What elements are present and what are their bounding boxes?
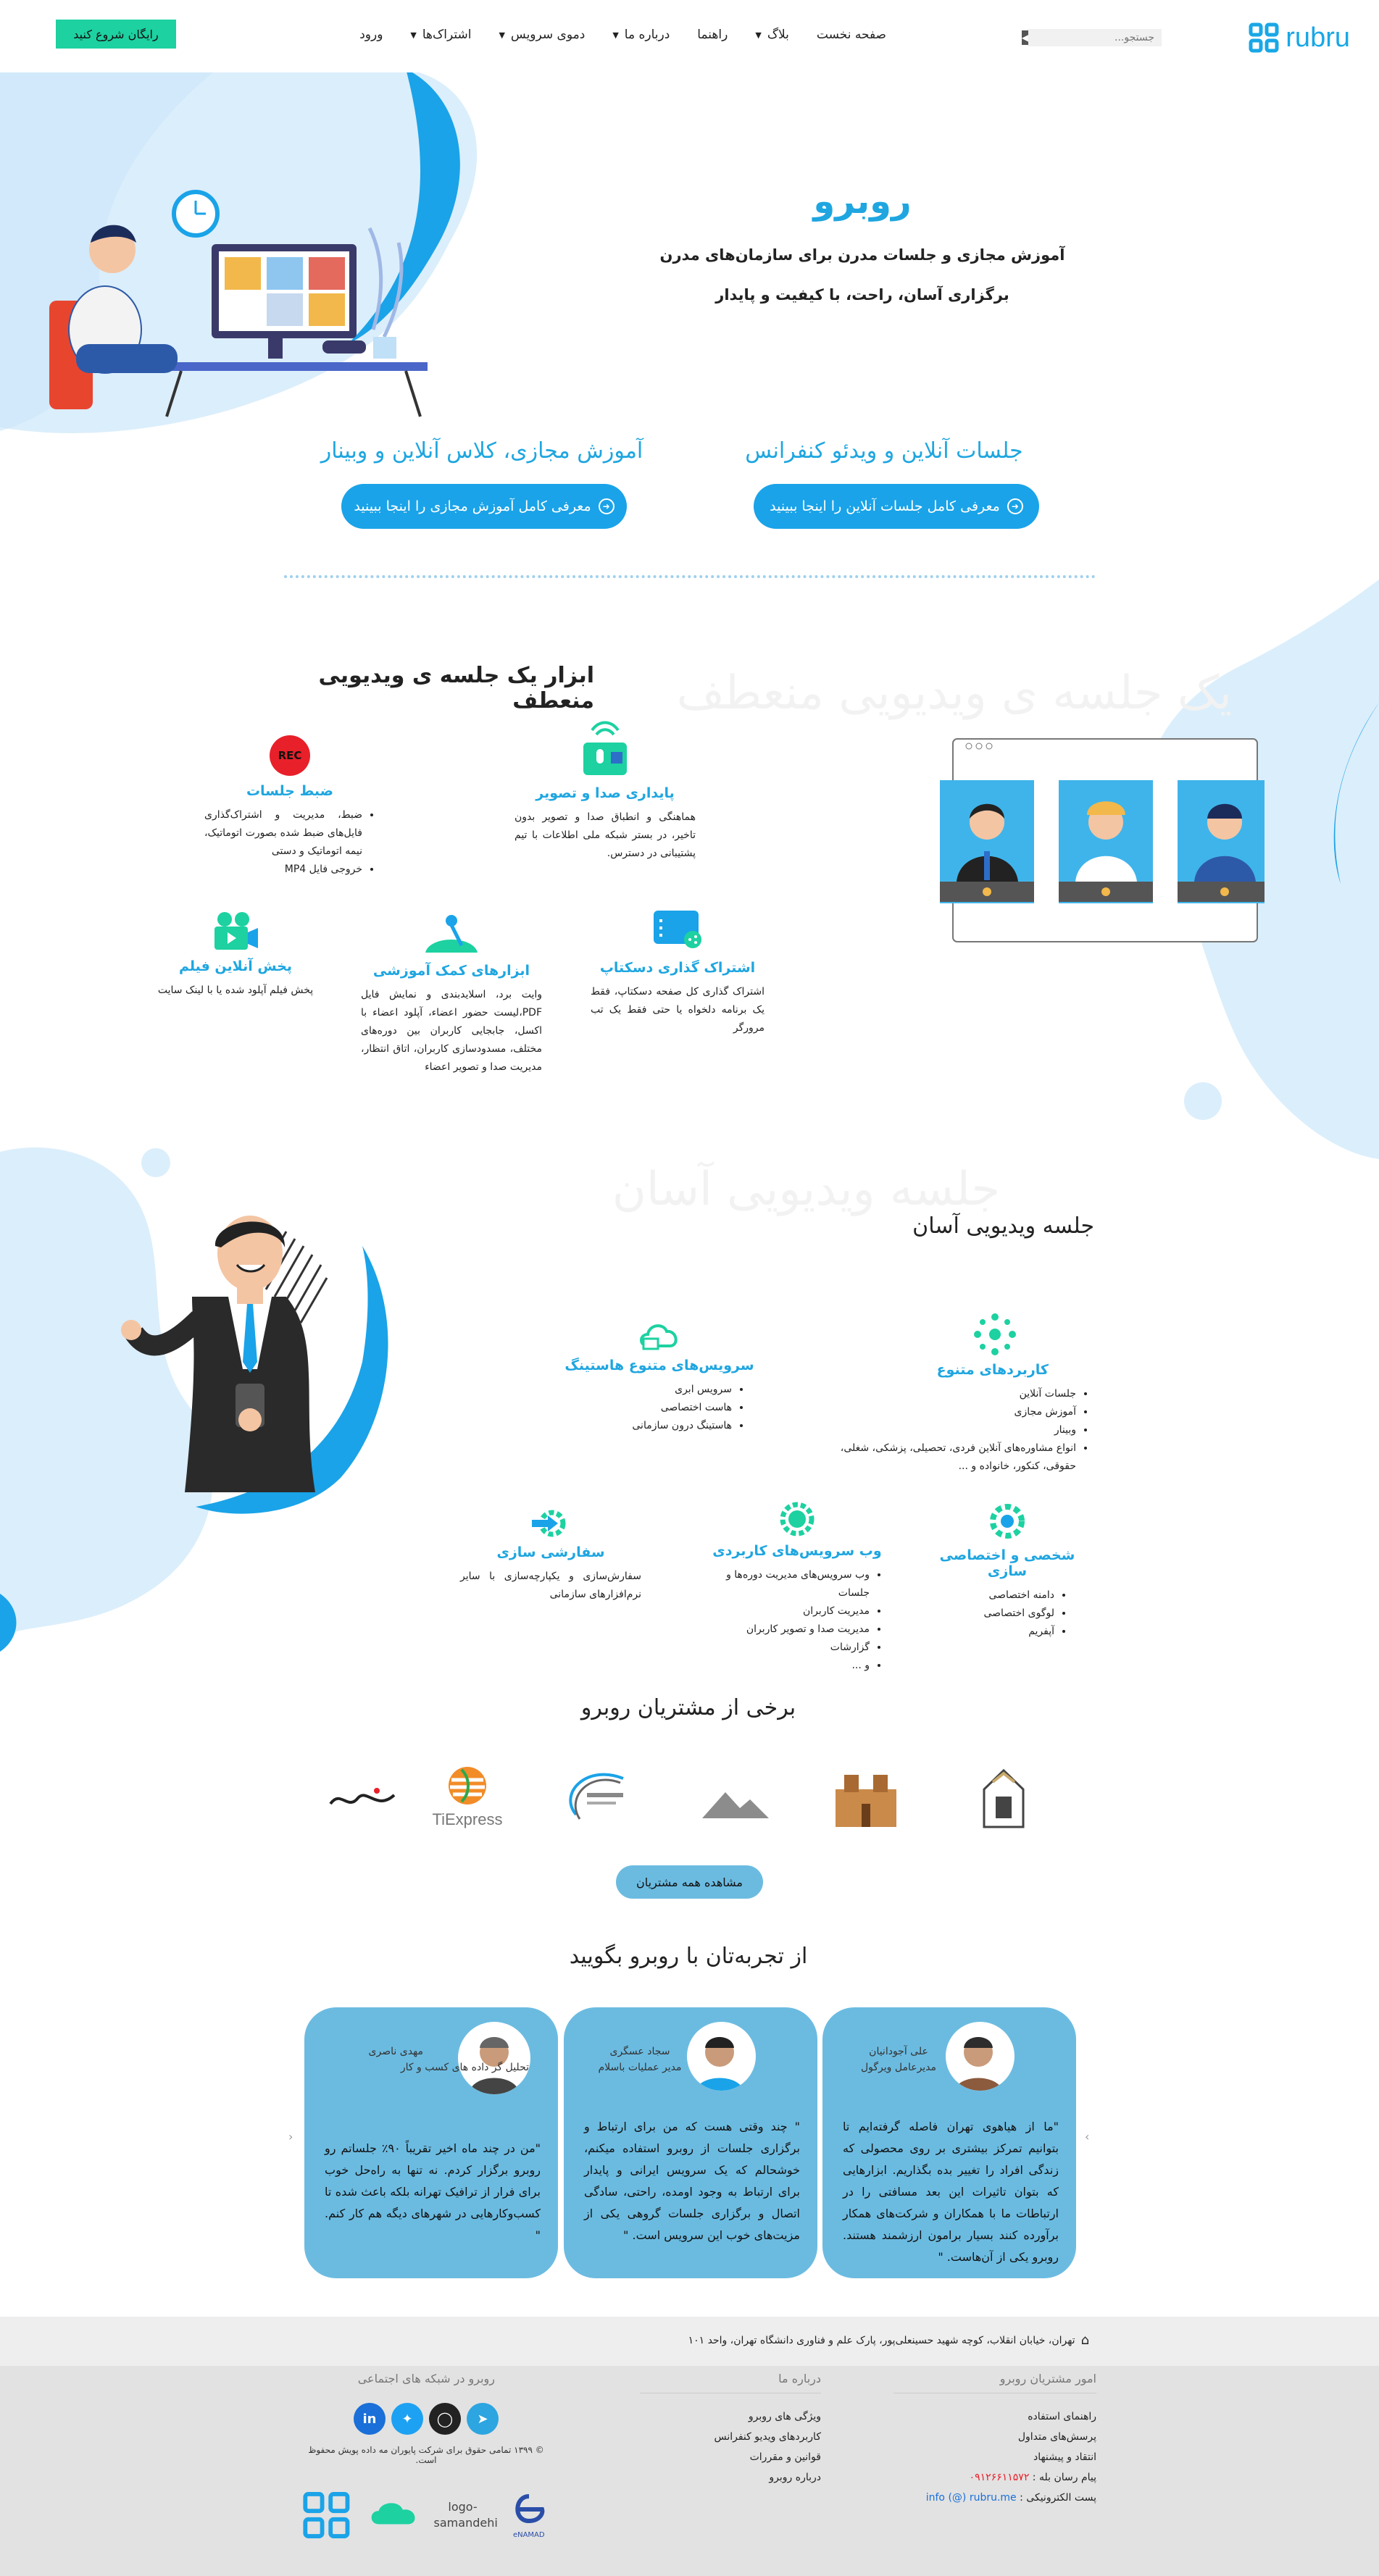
tiexpress-mark-icon <box>446 1764 489 1807</box>
feature-body: اشتراک گذاری کل صفحه دسکتاپ، فقط یک برنامه دلخواه یا حتی فقط یک تب مرورگر <box>591 986 765 1034</box>
feature-film <box>152 909 319 1000</box>
avatar-photo-icon <box>458 2022 530 2094</box>
footer-link[interactable]: کاربردهای ویدیو کنفرانس <box>714 2431 821 2443</box>
meetings-title: جلسات آنلاین و ویدئو کنفرانس <box>745 438 1023 464</box>
service-hosting <box>551 1318 768 1435</box>
service-body <box>920 1586 1094 1641</box>
bullet-item: • سرویس ابری <box>551 1381 732 1399</box>
nav-item-label: درباره ما <box>624 28 670 42</box>
bullet-item: • هاست اختصاصی <box>551 1399 732 1417</box>
footer-link[interactable]: انتقاد و پیشنهاد <box>1033 2451 1096 2463</box>
footer-link[interactable]: ویژگی های روبرو <box>748 2411 821 2422</box>
nav-item[interactable] <box>817 28 886 42</box>
bullet-item: • جلسات آنلاین <box>826 1385 1076 1403</box>
service-body <box>696 1566 899 1675</box>
client-logo-4 <box>558 1764 638 1833</box>
record-icon <box>270 735 310 776</box>
main-nav <box>359 28 886 42</box>
email-value[interactable]: info (@) rubru.me <box>925 2492 1017 2504</box>
feature-recording <box>196 735 384 879</box>
footer-col-customers <box>893 2372 1096 2508</box>
author-role: تحلیل گر داده های کسب و کار <box>400 2062 529 2073</box>
nav-item[interactable] <box>697 28 728 42</box>
bullet-item: • مدیریت صدا و تصویر کاربران <box>696 1621 870 1639</box>
feature-title: ابزارهای کمک آموزشی <box>372 963 530 979</box>
hero-line1: آموزش مجازی و جلسات مدرن برای سازمان‌های مدرن <box>659 246 1065 264</box>
testimonial-text: " چند وقتی هست که من برای ارتباط و برگزاری جلسات از روبرو استفاده میکنم، خوشحالم که یک سرویس ایرانی و پایدار برای ارتباط به وجود اومده، راحتی، سادگی اتصال و برگزاری جلسات گروهی یکی از مزیت‌های خوب این سرویس است. " <box>584 2120 800 2242</box>
bullet-item: • لوگوی اختصاصی <box>920 1605 1054 1623</box>
service-title: سرویس‌های متنوع هاستینگ <box>564 1358 754 1373</box>
section-divider <box>284 575 1096 578</box>
author-name: مهدی ناصری <box>368 2046 423 2057</box>
client-logo-1 <box>978 1768 1029 1830</box>
home-icon: ⌂ <box>1080 2333 1089 2348</box>
sound-video-icon <box>576 717 634 782</box>
view-all-clients-button[interactable] <box>616 1865 763 1899</box>
footer-col-social <box>299 2372 553 2548</box>
nav-item[interactable] <box>499 28 585 42</box>
feature-screen-share <box>583 909 772 1037</box>
bullet-item: • ضبط، مدیریت و اشتراک‌گذاری فایل‌های ضبط شده بصورت اتوماتیک، نیمه اتوماتیک و دستی <box>204 806 362 861</box>
feature-title: ضبط جلسات <box>246 783 334 799</box>
service-usages <box>826 1311 1091 1476</box>
footer-link[interactable]: قوانین و مقررات <box>749 2451 821 2463</box>
bullet-item: • آپفریم <box>920 1623 1054 1641</box>
tools-title: ابزار یک جلسه ی ویدیویی منعطف <box>318 663 594 714</box>
address-bar <box>0 2317 1379 2366</box>
logo-text: rubru <box>1286 22 1350 53</box>
footer-col-about <box>640 2372 821 2488</box>
view-all-clients-label: مشاهده همه مشتریان <box>636 1875 743 1889</box>
feature-body <box>196 806 384 879</box>
hero-illustration <box>43 185 435 424</box>
client-logos <box>319 1764 1058 1833</box>
feature-title: پخش آنلاین فیلم <box>178 958 293 974</box>
footer-col-title: درباره ما <box>640 2372 821 2393</box>
service-body: سفارش‌سازی و یکپارچه‌سازی با سایر نرم‌افزارهای سازمانی <box>460 1571 641 1600</box>
bullet-item: • هاستینگ درون سازمانی <box>551 1417 732 1435</box>
feature-body: وایت برد، اسلایدبندی و نمایش فایل PDF،لیست حضور اعضاء، آپلود اعضاء با اکسل، جابجایی کاربران بین دوره‌های مختلف، مسدودسازی کاربران، اتاق انتظار، مدیریت صدا و تصویر اعضاء <box>361 989 542 1073</box>
bullet-item: • دامنه اختصاصی <box>920 1586 1054 1605</box>
nav-item-label: اشتراک‌ها <box>422 28 472 42</box>
hero-line2: برگزاری آسان، راحت، با کیفیت و پایدار <box>715 286 1009 304</box>
service-body <box>551 1381 768 1435</box>
bullet-item: • و ... <box>696 1657 870 1675</box>
sms-value[interactable]: ۰۹۱۲۶۶۱۱۵۷۲ <box>969 2472 1030 2483</box>
client-logo-6 <box>326 1782 399 1818</box>
avatar <box>458 2022 530 2094</box>
bullet-item: • وب سرویس‌های مدیریت دوره‌ها و جلسات <box>696 1566 870 1602</box>
search-box[interactable] <box>1021 29 1162 46</box>
custom-order-icon <box>529 1507 572 1540</box>
feature-title: اشتراک گذاری دسکتاپ <box>599 960 756 976</box>
edu-intro-button[interactable] <box>341 484 627 529</box>
cloud-badge-icon[interactable] <box>367 2497 421 2533</box>
cloud-hosting-icon <box>638 1318 681 1352</box>
footer-link[interactable]: درباره روبرو <box>769 2472 821 2483</box>
bullet-item: • آموزش مجازی <box>826 1403 1076 1421</box>
screen-share-icon <box>652 909 703 950</box>
enamad-label: eNAMAD <box>512 2530 545 2539</box>
tools-watermark: یک جلسه ی ویدیویی منعطف <box>676 666 1232 720</box>
copyright: © ۱۳۹۹ تمامی حقوق برای شرکت پایوران مه داده پویش محفوظ است. <box>308 2445 544 2465</box>
nav-item-label: راهنما <box>697 28 728 42</box>
video-meeting-illustration <box>938 735 1265 945</box>
feature-body: پخش فیلم آپلود شده یا با لینک سایت <box>157 984 314 996</box>
clients-title: برخی از مشتریان روبرو <box>580 1695 796 1720</box>
trust-badges <box>299 2483 553 2548</box>
testimonial-card <box>822 2007 1076 2278</box>
twitter-icon[interactable]: ✦ <box>391 2403 423 2435</box>
film-icon <box>210 909 261 953</box>
bullet-item: • وبینار <box>826 1421 1076 1439</box>
testimonial-text: "من در چند ماه اخیر تقریباً ۹۰٪ جلساتم رو روبرو برگزار کردم. نه تنها به راه‌حل خوب برای فرار از ترافیک تهرانه بلکه باعث شده تا کسب‌وکارهایی در شهرهای دیگه هم کار کنم. " <box>325 2141 541 2242</box>
email-line <box>893 2488 1096 2508</box>
meetings-intro-button[interactable] <box>754 484 1039 529</box>
testimonial-card <box>564 2007 817 2278</box>
sms-line <box>893 2467 1096 2488</box>
nav-item-label: دموی سرویس <box>510 28 586 42</box>
logo-icon <box>1246 20 1281 55</box>
address <box>688 2333 1089 2348</box>
service-api <box>696 1500 899 1675</box>
bullet-item: • انواع مشاوره‌های آنلاین فردی، تحصیلی، پزشکی، شغلی، حقوقی، کنکور، خانواده و ... <box>826 1439 1076 1476</box>
instagram-icon[interactable]: ◯ <box>429 2403 461 2435</box>
telegram-icon[interactable]: ➤ <box>467 2403 499 2435</box>
bullet-item: • خروجی فایل MP4 <box>204 861 362 879</box>
service-customization <box>460 1507 641 1604</box>
edu-intro-label: معرفی کامل آموزش مجازی را اینجا ببینید <box>354 498 591 514</box>
service-title: وب سرویس‌های کاربردی <box>712 1543 882 1559</box>
chevron-down-icon: ▼ <box>499 30 505 40</box>
sms-label: پیام رسان بله : <box>1032 2472 1096 2483</box>
arrow-circle-icon: ➜ <box>1007 498 1023 514</box>
author-role: مدیرعامل ویرگول <box>860 2062 937 2073</box>
api-icon <box>778 1500 817 1539</box>
service-body <box>826 1385 1091 1476</box>
search-submit-icon[interactable]: ◀ <box>1022 30 1028 45</box>
footer <box>0 2366 1379 2576</box>
author-role: مدیر عملیات باسلام <box>598 2062 682 2073</box>
footer-link[interactable]: پرسش‌های متداول <box>1017 2431 1096 2443</box>
meetings-intro-label: معرفی کامل جلسات آنلاین را اینجا ببینید <box>770 498 1000 514</box>
enamad-icon <box>507 2492 551 2528</box>
feature-edu-tools <box>361 909 542 1076</box>
author-name: علی آجودانیان <box>869 2046 928 2057</box>
client-logo-3 <box>699 1782 772 1826</box>
bullet-item: • مدیریت کاربران <box>696 1602 870 1621</box>
client-logo-tiexpress <box>428 1764 507 1829</box>
rubru-badge-icon[interactable] <box>299 2483 354 2548</box>
edu-title: آموزش مجازی، کلاس آنلاین و وبینار <box>320 438 643 464</box>
carousel-next-arrow[interactable]: › <box>1085 2130 1090 2144</box>
address-text: تهران، خیابان انقلاب، کوچه شهید حسینعلی‌پور، پارک علم و فناوری دانشگاه تهران، واحد ۱۰۱ <box>688 2334 1075 2346</box>
nav-item-label: صفحه نخست <box>816 28 886 42</box>
testimonials-title: از تجربه‌تان با روبرو بگویید <box>569 1944 808 1969</box>
arrow-circle-icon: ➜ <box>599 498 614 514</box>
easy-watermark: جلسه ویدیویی آسان <box>612 1163 1000 1216</box>
service-title: کاربردهای متنوع <box>936 1362 1049 1378</box>
search-input[interactable] <box>1028 30 1162 46</box>
nav-item-label: بلاگ <box>767 28 789 42</box>
start-free-button[interactable]: رایگان شروع کنید <box>56 20 176 49</box>
feature-title: پایداری صدا و تصویر <box>536 785 675 801</box>
samandehi-badge[interactable]: logo-samandehi <box>433 2500 498 2530</box>
users-network-icon <box>972 1311 1018 1358</box>
settings-gear-icon <box>986 1500 1029 1543</box>
tiexpress-label: TiExpress <box>432 1810 503 1828</box>
author-name: سجاد عسگری <box>609 2046 670 2057</box>
logo[interactable] <box>1246 20 1350 55</box>
edu-tools-icon <box>422 909 480 955</box>
businessman-illustration <box>105 1203 380 1492</box>
footer-col-title: روبرو در شبکه های اجتماعی <box>357 2372 495 2385</box>
bullet-item: • گزارشات <box>696 1639 870 1657</box>
footer-col-title: امور مشتریان روبرو <box>893 2372 1096 2393</box>
enamad-badge[interactable] <box>505 2492 553 2539</box>
easy-title: جلسه ویدیویی آسان <box>912 1213 1094 1239</box>
nav-item[interactable] <box>359 28 383 42</box>
carousel-prev-arrow[interactable]: ‹ <box>288 2130 293 2144</box>
email-label: پست الکترونیکی : <box>1020 2492 1096 2504</box>
chevron-down-icon: ▼ <box>755 30 762 40</box>
header-bar <box>0 0 1379 72</box>
footer-link[interactable]: راهنمای استفاده <box>1028 2411 1096 2422</box>
nav-item[interactable] <box>755 28 789 42</box>
service-title: سفارشی سازی <box>496 1544 605 1560</box>
rec-label: REC <box>278 749 302 762</box>
chevron-down-icon: ▼ <box>612 30 619 40</box>
chevron-down-icon: ▼ <box>410 30 417 40</box>
nav-item-label: ورود <box>359 28 383 42</box>
nav-item[interactable] <box>612 28 670 42</box>
client-logo-2 <box>830 1768 902 1830</box>
nav-item[interactable] <box>410 28 471 42</box>
hero-title: روبرو <box>813 181 912 222</box>
service-title: شخصی و اختصاصی سازی <box>939 1547 1075 1579</box>
linkedin-icon[interactable]: in <box>354 2403 386 2435</box>
feature-body: هماهنگی و انطباق صدا و تصویر بدون تاخیر، در بستر شبکه ملی اطلاعات با تیم پشتیبانی در دسترس. <box>514 811 696 859</box>
testimonial-card <box>304 2007 558 2278</box>
social-icons <box>299 2403 553 2435</box>
service-custom-branding <box>920 1500 1094 1641</box>
feature-sound-video <box>507 717 703 863</box>
testimonial-text: "ما از هیاهوی تهران فاصله گرفته‌ایم تا بتوانیم تمرکز بیشتری بر روی محصولی که زندگی افراد را تغییر بده بگذاریم. ابزارهایی که بتوان تاثیرات این بعد مسافتی را در ارتباطات ما با همکاران و شرکت‌های همکار برآورده کنند بسیار برامون ارزشمند هستند. روبرو یکی از آن‌هاست. " <box>843 2120 1059 2264</box>
